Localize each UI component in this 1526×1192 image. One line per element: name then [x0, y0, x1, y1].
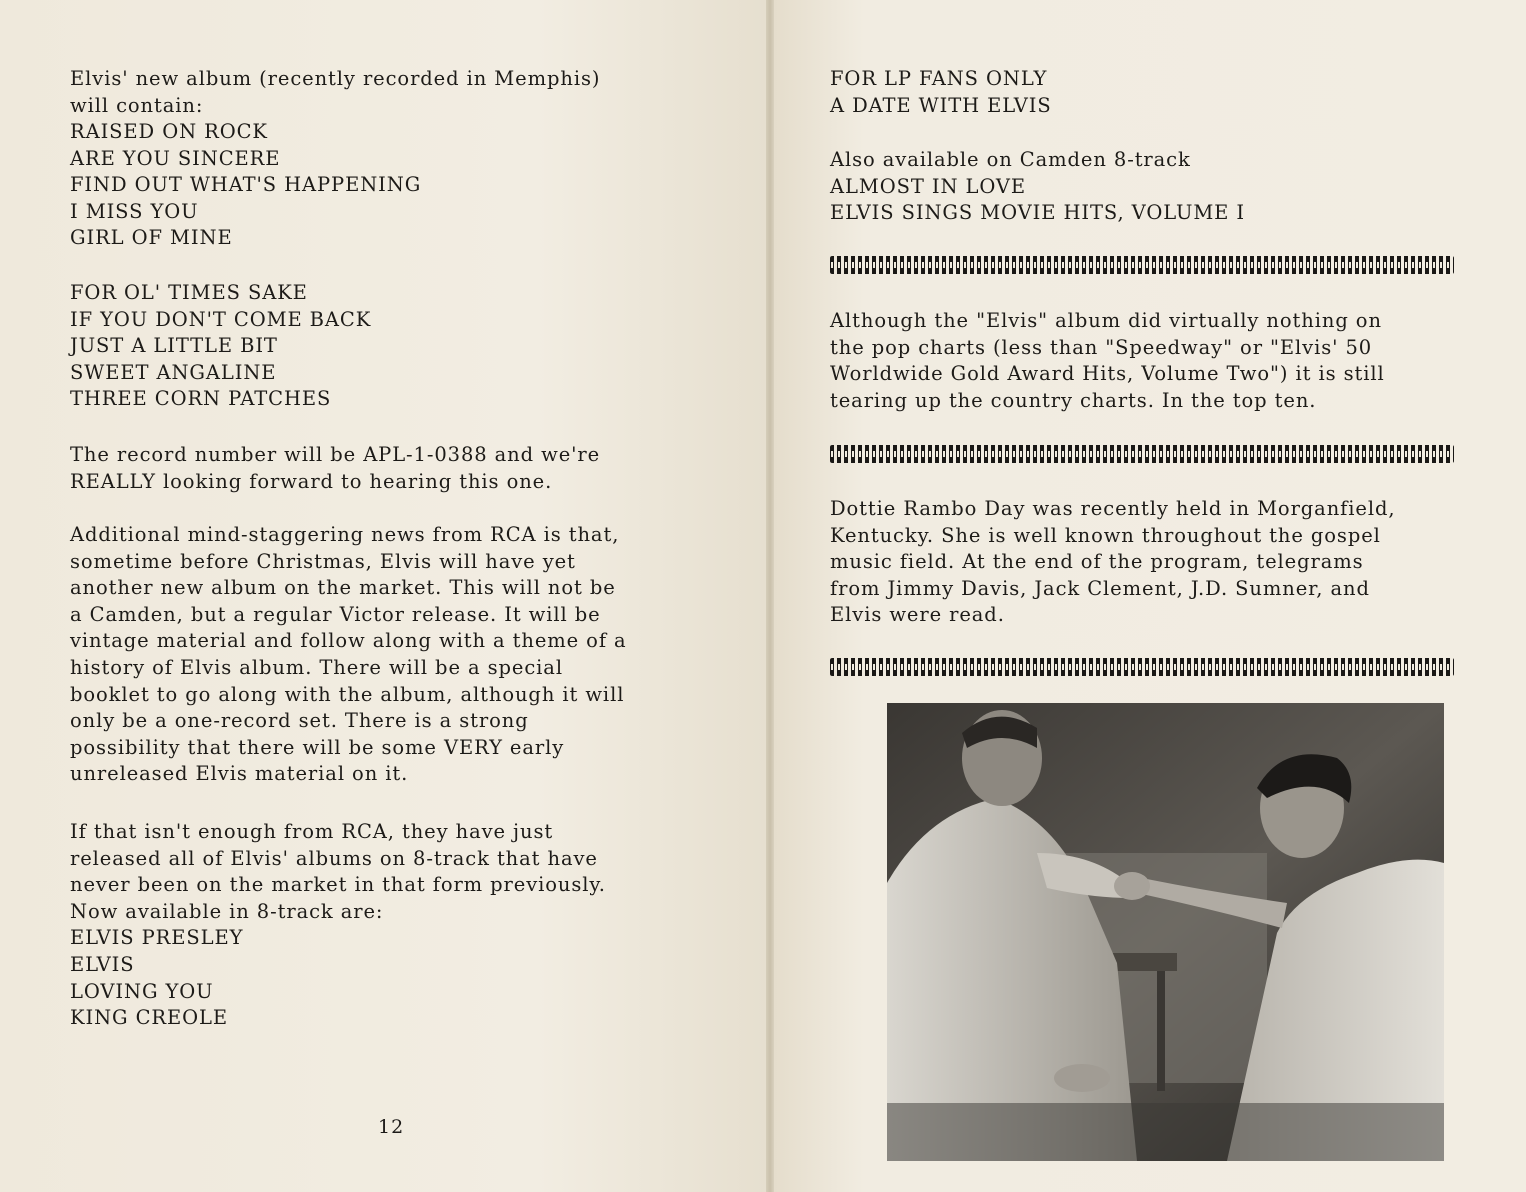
- text-line: will contain:: [70, 93, 204, 117]
- text-line: vintage material and follow along with a theme of a: [70, 629, 627, 653]
- track-title: RAISED ON ROCK: [70, 120, 268, 143]
- text-line: history of Elvis album. There will be a special: [70, 655, 563, 679]
- film-still-photo: [887, 703, 1444, 1161]
- track-title: IF YOU DON'T COME BACK: [70, 307, 372, 331]
- text-line: sometime before Christmas, Elvis will have yet: [70, 549, 576, 573]
- text-line: the pop charts (less than "Speedway" or "Elvis' 50: [830, 335, 1373, 359]
- lp-fans-block: [830, 66, 1052, 119]
- text-line: from Jimmy Davis, Jack Clement, J.D. Sumner, and: [830, 576, 1370, 600]
- album-intro: [70, 66, 600, 119]
- text-line: FOR LP FANS ONLY: [830, 67, 1048, 90]
- text-line: Dottie Rambo Day was recently held in Morganfield,: [830, 497, 1396, 520]
- record-number-paragraph: [70, 442, 600, 495]
- text-line: If that isn't enough from RCA, they have just: [70, 820, 554, 843]
- text-line: another new album on the market. This will not be: [70, 576, 616, 600]
- track-title: JUST A LITTLE BIT: [70, 334, 278, 358]
- camden-block: [830, 147, 1245, 227]
- album-title: ELVIS PRESLEY: [70, 926, 244, 950]
- album-title: LOVING YOU: [70, 979, 214, 1003]
- text-line: Kentucky. She is well known throughout the gospel: [830, 523, 1381, 547]
- book-gutter: [766, 0, 774, 1192]
- text-line: Also available on Camden 8-track: [830, 148, 1191, 171]
- text-line: Additional mind-staggering news from RCA is that,: [70, 523, 620, 546]
- text-line: booklet to go along with the album, although it will: [70, 682, 625, 706]
- text-line: music field. At the end of the program, telegrams: [830, 550, 1364, 574]
- text-line: Now available in 8-track are:: [70, 899, 384, 923]
- track-title: GIRL OF MINE: [70, 226, 233, 250]
- photo-illustration: [887, 703, 1444, 1161]
- section-divider: [830, 256, 1454, 274]
- text-line: only be a one-record set. There is a strong: [70, 709, 529, 733]
- track-list-1: [70, 119, 421, 252]
- track-title: SWEET ANGALINE: [70, 360, 277, 384]
- rca-news-paragraph: [70, 522, 627, 788]
- eight-track-paragraph: [70, 819, 606, 1032]
- track-title: FOR OL' TIMES SAKE: [70, 281, 308, 304]
- text-line: The record number will be APL-1-0388 and we're: [70, 443, 601, 466]
- section-divider: [830, 445, 1454, 463]
- track-list-2: [70, 280, 371, 413]
- text-line: Although the "Elvis" album did virtually nothing on: [830, 309, 1382, 332]
- track-title: FIND OUT WHAT'S HAPPENING: [70, 173, 422, 197]
- album-title: ELVIS: [70, 952, 135, 976]
- text-line: REALLY looking forward to hearing this one.: [70, 469, 553, 493]
- album-title: KING CREOLE: [70, 1006, 229, 1030]
- text-line: never been on the market in that form previously.: [70, 873, 606, 897]
- section-divider: [830, 658, 1454, 676]
- page-number: 12: [378, 1116, 405, 1138]
- charts-paragraph: [830, 308, 1385, 414]
- album-title: A DATE WITH ELVIS: [830, 93, 1052, 117]
- track-title: I MISS YOU: [70, 199, 199, 223]
- text-line: tearing up the country charts. In the top ten.: [830, 388, 1317, 412]
- album-title: ELVIS SINGS MOVIE HITS, VOLUME I: [830, 201, 1246, 225]
- track-title: THREE CORN PATCHES: [70, 387, 332, 411]
- text-line: Elvis' new album (recently recorded in Memphis): [70, 67, 601, 90]
- rambo-paragraph: [830, 496, 1395, 629]
- text-line: unreleased Elvis material on it.: [70, 762, 409, 786]
- text-line: released all of Elvis' albums on 8-track that have: [70, 846, 598, 870]
- album-title: ALMOST IN LOVE: [830, 174, 1027, 198]
- text-line: Worldwide Gold Award Hits, Volume Two") it is still: [830, 362, 1385, 386]
- text-line: a Camden, but a regular Victor release. It will be: [70, 602, 601, 626]
- text-line: Elvis were read.: [830, 603, 1005, 627]
- track-title: ARE YOU SINCERE: [70, 146, 281, 170]
- text-line: possibility that there will be some VERY early: [70, 735, 565, 759]
